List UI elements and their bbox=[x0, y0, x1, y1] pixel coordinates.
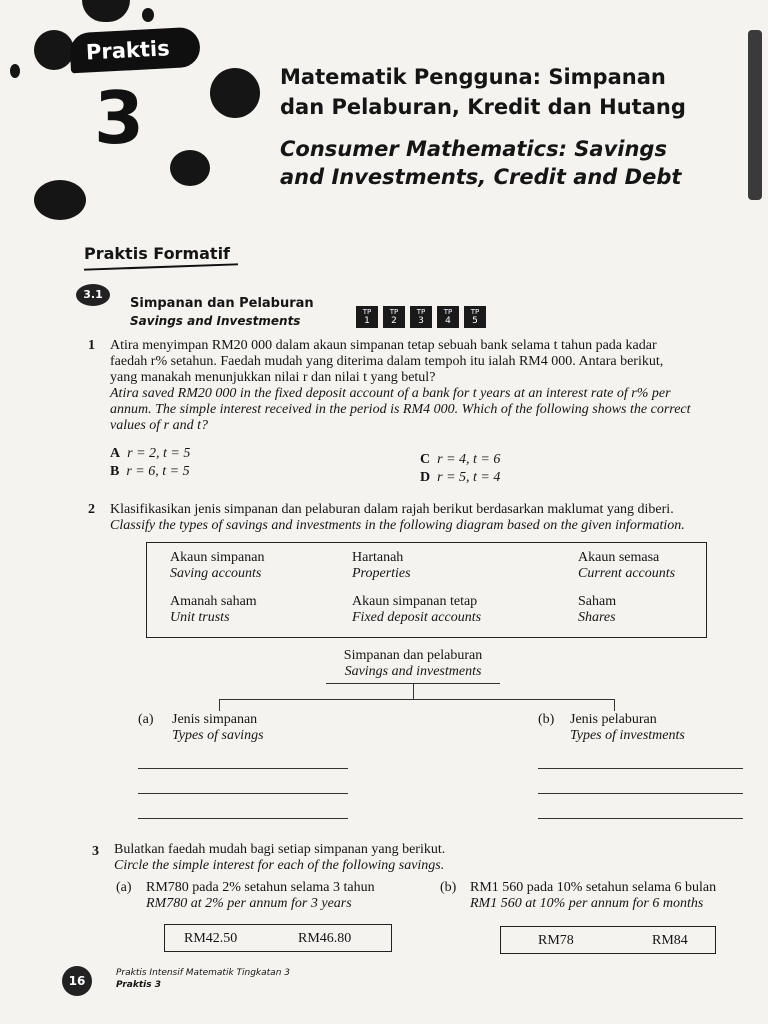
q3-a-label: (a) bbox=[116, 880, 132, 895]
option-c[interactable]: C r = 4, t = 6 bbox=[420, 452, 501, 467]
subsection-title-en: Savings and Investments bbox=[130, 314, 301, 328]
page-number: 16 bbox=[62, 966, 92, 996]
q1-en-line: values of r and t? bbox=[110, 418, 208, 433]
option-a[interactable]: A r = 2, t = 5 bbox=[110, 446, 191, 461]
tree-branch-line bbox=[219, 699, 614, 700]
q3-b-option[interactable]: RM84 bbox=[652, 933, 688, 948]
box-item: Akaun simpanan tetap Fixed deposit accounts bbox=[352, 594, 482, 625]
question-1-number: 1 bbox=[88, 338, 95, 353]
answer-line-b[interactable] bbox=[538, 793, 743, 794]
subsection-badge: 3.1 bbox=[76, 284, 110, 306]
answer-line-a[interactable] bbox=[138, 768, 348, 769]
decor-blob bbox=[34, 30, 74, 70]
decor-blob bbox=[142, 8, 154, 22]
footer-book-title: Praktis Intensif Matematik Tingkatan 3 bbox=[116, 968, 290, 978]
title-ms-line1: Matematik Pengguna: Simpanan bbox=[280, 65, 666, 89]
title-en-line2: and Investments, Credit and Debt bbox=[280, 165, 682, 189]
q3-a-option[interactable]: RM46.80 bbox=[298, 931, 352, 946]
box-item: Saham Shares bbox=[578, 594, 617, 625]
decor-blob bbox=[210, 68, 260, 118]
tp-badge: TP 5 bbox=[464, 306, 486, 328]
answer-line-b[interactable] bbox=[538, 818, 743, 819]
box-item: Amanah saham Unit trusts bbox=[170, 594, 257, 625]
tp-badge: TP 1 bbox=[356, 306, 378, 328]
title-en-line1: Consumer Mathematics: Savings bbox=[280, 137, 667, 161]
option-b[interactable]: B r = 6, t = 5 bbox=[110, 464, 190, 479]
answer-line-b[interactable] bbox=[538, 768, 743, 769]
praktis-tab: Praktis bbox=[69, 27, 201, 74]
section-title: Praktis Formatif bbox=[84, 244, 231, 263]
tree-connector bbox=[614, 699, 615, 711]
box-item: Hartanah Properties bbox=[352, 550, 411, 581]
answer-line-a[interactable] bbox=[138, 793, 348, 794]
tree-root: Simpanan dan pelaburan Savings and investments bbox=[343, 648, 483, 679]
branch-b: Jenis pelaburan Types of investments bbox=[570, 712, 685, 743]
option-d[interactable]: D r = 5, t = 4 bbox=[420, 470, 501, 485]
q1-ms-line: Atira menyimpan RM20 000 dalam akaun simpanan tetap sebuah bank selama t tahun pada kadar bbox=[110, 338, 657, 353]
q1-ms-line: yang manakah menunjukkan nilai r dan nilai t yang betul? bbox=[110, 370, 436, 385]
question-2-number: 2 bbox=[88, 502, 95, 517]
q3-a-text: RM780 pada 2% setahun selama 3 tahun RM780 at 2% per annum for 3 years bbox=[146, 880, 375, 911]
q3-a-option[interactable]: RM42.50 bbox=[184, 931, 238, 946]
q1-en-line: annum. The simple interest received in the period is RM4 000. Which of the following shows the correct bbox=[110, 402, 691, 417]
subsection-title-ms: Simpanan dan Pelaburan bbox=[130, 296, 314, 311]
tp-badge: TP 3 bbox=[410, 306, 432, 328]
q2-en-line: Classify the types of savings and investments in the following diagram based on the given information. bbox=[110, 518, 685, 533]
box-item: Akaun simpanan Saving accounts bbox=[170, 550, 265, 581]
branch-b-label: (b) bbox=[538, 712, 555, 727]
footer-chapter: Praktis 3 bbox=[116, 980, 161, 990]
question-3-stem: Bulatkan faedah mudah bagi setiap simpanan yang berikut. Circle the simple interest for each of the following savings. bbox=[114, 842, 446, 873]
branch-a: Jenis simpanan Types of savings bbox=[172, 712, 264, 743]
answer-line-a[interactable] bbox=[138, 818, 348, 819]
q3-b-text: RM1 560 pada 10% setahun selama 6 bulan RM1 560 at 10% per annum for 6 months bbox=[470, 880, 717, 911]
praktis-number: 3 bbox=[94, 76, 145, 160]
q3-b-option[interactable]: RM78 bbox=[538, 933, 574, 948]
box-item: Akaun semasa Current accounts bbox=[578, 550, 676, 581]
branch-a-label: (a) bbox=[138, 712, 154, 727]
decor-edge bbox=[748, 30, 762, 200]
tree-connector bbox=[413, 683, 414, 699]
question-3-number: 3 bbox=[92, 844, 99, 859]
decor-blob bbox=[10, 64, 20, 78]
decor-blob bbox=[82, 0, 130, 22]
title-ms-line2: dan Pelaburan, Kredit dan Hutang bbox=[280, 95, 686, 119]
tp-badge: TP 2 bbox=[383, 306, 405, 328]
decor-blob bbox=[34, 180, 86, 220]
question-1-stem bbox=[110, 338, 735, 434]
section-title-underline bbox=[84, 263, 238, 270]
tp-badge: TP 4 bbox=[437, 306, 459, 328]
q3-b-label: (b) bbox=[440, 880, 457, 895]
q1-ms-line: faedah r% setahun. Faedah mudah yang diterima dalam tempoh itu ialah RM4 000. Antara berikut, bbox=[110, 354, 664, 369]
question-2-stem bbox=[110, 502, 740, 534]
decor-blob bbox=[170, 150, 210, 186]
tree-connector bbox=[219, 699, 220, 711]
q2-ms-line: Klasifikasikan jenis simpanan dan pelaburan dalam rajah berikut berdasarkan maklumat yang diberi. bbox=[110, 502, 674, 517]
q1-en-line: Atira saved RM20 000 in the fixed deposit account of a bank for t years at an interest rate of r% per bbox=[110, 386, 671, 401]
